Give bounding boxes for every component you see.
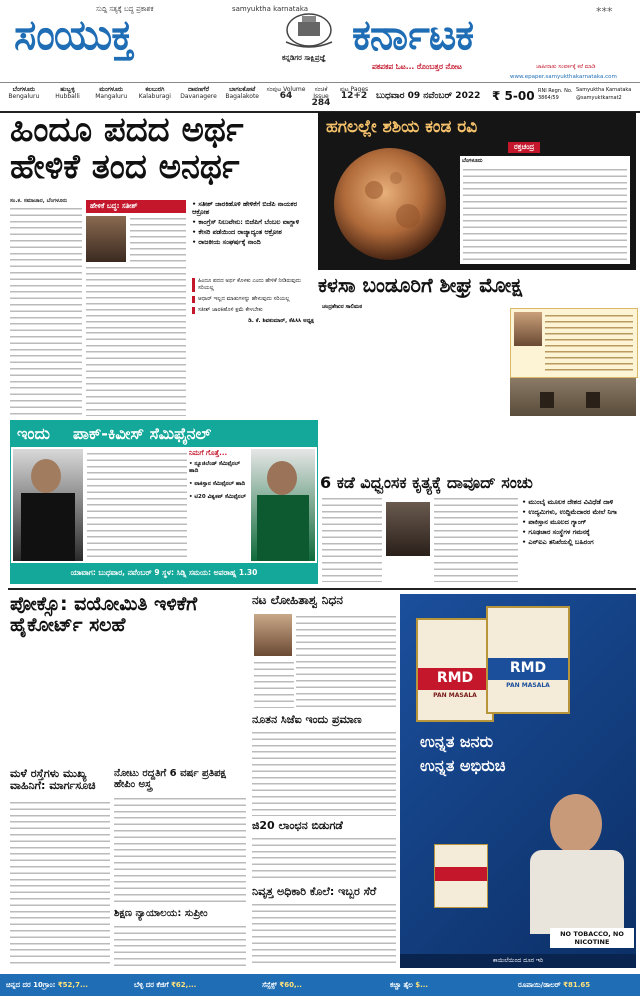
- bullet-item: • ಸತೀಶ್ ಜಾರಕಿಹೊಳಿ ಹೇಳಿಕೆಗೆ ಬಿಜೆಪಿ ನಾಯಕರ ಆಕ್ರೋಶ: [192, 200, 298, 216]
- emblem: [280, 8, 338, 54]
- lead-body-col1: [10, 198, 82, 416]
- kalasa-headline: ಕಳಸಾ ಬಂಡೂರಿಗೆ ಶೀಘ್ರ ಮೋಕ್ಷ: [318, 273, 523, 297]
- lead-body-rest: [86, 330, 186, 416]
- ticker-value: ₹62,...: [171, 981, 197, 989]
- title-left: ಸಂಯುಕ್ತ: [14, 10, 133, 59]
- pocso-headline: ಪೋಕ್ಸೊ: ವಯೋಮಿತಿ ಇಳಿಕೆಗೆ ಹೈಕೋರ್ಟ್ ಸಲಹೆ: [10, 593, 198, 636]
- dawood-body: [322, 496, 518, 582]
- obit-headline: ನಟ ಲೋಹಿತಾಶ್ವ ನಿಧನ: [252, 593, 343, 607]
- cj-headline: ನೂತನ ಸಿಜೆಐ ಇಂದು ಪ್ರಮಾಣ: [252, 713, 362, 726]
- fact-item: • ಪಾಕಿಸ್ತಾನ ಸೆಮಿಫೈನಲ್ ಹಾದಿ: [189, 481, 246, 487]
- edition-en: Mangaluru: [95, 93, 128, 100]
- facebook-link[interactable]: Samyuktha Karnataka: [576, 87, 632, 93]
- ad-footer: ಕಾಯಿಲೆಯಿಂದ ದೂರ ಇರಿ: [400, 954, 636, 968]
- dawood-bullets: [522, 498, 636, 584]
- bullet-item: • ಕೇಸರಿ ಪಡೆಯಿಂದ ರಾಜ್ಯಾದ್ಯಂತ ಆಕ್ರೋಶ: [192, 228, 282, 236]
- eclipse-headline: ಹಗಲಲ್ಲೇ ಶಶಿಯ ಕಂಡ ರವಿ: [326, 117, 478, 137]
- lead-bullets: [192, 200, 314, 274]
- ticker-item: [262, 974, 380, 996]
- bullet-item: • ಪಾಕಿಸ್ತಾನ ಮೂಲದ ಗ್ಯಾಂಗ್: [522, 518, 587, 526]
- ad-tagline-2: ಉನ್ನತ ಅಭಿರುಚಿ: [420, 756, 506, 775]
- kalasa-body: [322, 312, 506, 416]
- semifinal-body: [87, 451, 187, 559]
- dawood-headline: 6 ಕಡೆ ವಿಧ್ವಂಸಕ ಕೃತ್ಯಕ್ಕೆ ದಾವೂದ್ ಸಂಚು: [320, 473, 533, 492]
- title-right: ಕರ್ನಾಟಕ: [352, 10, 474, 59]
- facts-title: ನಿಮಗೆ ಗೊತ್ತೆ...: [189, 449, 228, 457]
- quote-4: ಡಿ. ಕೆ. ಶಿವಕುಮಾರ್, ಕೆಪಿಸಿಸಿ ಅಧ್ಯಕ್ಷ: [248, 318, 314, 324]
- ticker-value: ₹60,..: [279, 981, 302, 989]
- edition-kn: ಕಲಬುರಗಿ: [145, 86, 165, 93]
- semifinal-title: ಪಾಕ್-ಕಿವೀಸ್ ಸೆಮಿಫೈನಲ್: [73, 424, 212, 443]
- bullet-item: • ಕಾಂಗ್ರೆಸ್ ನಿಲುವೇನು: ಬಿಜೆಪಿಗೆ ಬೆಂಬಲ ವಾಗ್ದಾಳಿ: [192, 218, 300, 226]
- edition-kn: ಬೆಂಗಳೂರು: [12, 86, 36, 93]
- lohithaswa-photo: [254, 614, 292, 656]
- ad-brand-2: RMD: [509, 660, 547, 676]
- edition-item: [135, 86, 175, 108]
- ad-brand-1: RMD: [436, 670, 474, 686]
- ticker-item: [6, 974, 124, 996]
- ticker-item: [390, 974, 508, 996]
- kalasa-byline: ಚಂದ್ರಶೇಖರ ಸಾಲಿಮಠ: [322, 304, 363, 310]
- edition-en: Kalaburagi: [138, 93, 171, 100]
- social-links[interactable]: [576, 86, 638, 102]
- ad-pack-2: [486, 606, 570, 714]
- edition-item: [222, 86, 262, 108]
- notes-body: [114, 796, 246, 906]
- edition-en: Bagalakote: [225, 93, 259, 100]
- bullet-item: • ಉದ್ಯಮಿಗಳು, ಉದ್ದಿಮೆದಾರರ ಮೇಲೆ ನಿಗಾ: [522, 508, 617, 516]
- ticker-label: ಚಿನ್ನದ ದರ 10ಗ್ರಾಂ:: [6, 981, 58, 989]
- edition-en: Davanagere: [180, 93, 217, 100]
- bullet-item: • ರಾಜಕೀಯ ಸಂಘರ್ಷಕ್ಕೆ ನಾಂದಿ: [192, 238, 261, 246]
- edition-bar: [0, 74, 640, 113]
- ad-product-1: PAN MASALA: [433, 692, 477, 699]
- kalasa-dam-photo: [510, 378, 636, 416]
- quote-2: ಆಧಾರ್ ಇಲ್ಲದ ಮಾತುಗಳನ್ನು ಹೇಳುವುದು ಸರಿಯಲ್ಲ: [192, 296, 314, 303]
- semifinal-venue: ಯಾವಾಗ: ಬುಧವಾರ, ನವೆಂಬರ್ 9 ಸ್ಥಳ: ಸಿಡ್ನಿ ಸಮಯ: ಅಪರಾಹ್ನ 1.30: [11, 563, 317, 583]
- roads-body: [10, 800, 110, 968]
- notes-headline: [114, 768, 246, 790]
- ticker-label: ರೂಪಾಯಿ/ಡಾಲರ್: [518, 981, 564, 989]
- edu-headline: ಶಿಕ್ಷಣ ನ್ಯಾಯಾಲಯ: ಸುಪ್ರೀಂ: [114, 908, 208, 919]
- obit-body: [296, 614, 396, 708]
- babar-photo: [251, 449, 315, 561]
- edition-list: [4, 86, 262, 108]
- bullet-item: • ಎನ್‌ಐಎ ತನಿಖೆಯಲ್ಲಿ ಬಹಿರಂಗ: [522, 538, 594, 546]
- semifinal-section: [10, 420, 318, 584]
- ad-mini-pack: [434, 844, 488, 908]
- edition-kn: ಬಾಗಲಕೋಟೆ: [229, 86, 256, 93]
- semifinal-facts: [189, 449, 249, 561]
- notes-headline-text: ನೋಟು ರದ್ದತಿಗೆ 6 ವರ್ಷ ಪ್ರತಿಪಕ್ಷ ಹೇಪಿಂ ಅಸ್ತ್ರ: [114, 768, 226, 790]
- edu-body: [114, 924, 246, 968]
- eclipse-dateline: ಬೆಂಗಳೂರು: [462, 158, 483, 164]
- edition-item: [91, 86, 131, 108]
- rni: RNI Regn. No. 3864/59: [538, 88, 573, 101]
- pages: ಪುಟ Pages 12+2: [339, 86, 369, 101]
- fact-item: • ಟಿ20 ವಿಶ್ವಕಪ್ ಸೆಮಿಫೈನಲ್: [189, 494, 246, 500]
- brand-english: samyuktha karnataka: [232, 5, 309, 13]
- semifinal-prefix: ಇಂದು: [17, 424, 50, 443]
- ticker-value: ₹81.65: [563, 981, 591, 989]
- obit-body-2: [254, 660, 294, 708]
- cj-body: [252, 730, 396, 816]
- quote-3: ಸತೀಶ್ ಜಾರಕಿಹೊಳಿ ಕ್ಷಮೆ ಕೇಳಬೇಕು: [192, 307, 314, 314]
- ticker-label: ಕಚ್ಚಾ ತೈಲ: [390, 981, 416, 989]
- edition-item: [179, 86, 219, 108]
- volume: ಸಂಪುಟ Volume 64: [266, 86, 306, 101]
- semifinal-banner: [11, 421, 317, 447]
- tagline: ಸುದ್ದಿ ಸತ್ಯಕ್ಕೆ ಬದ್ಧ ಪ್ರಕಾಶಕ: [96, 5, 154, 13]
- edition-kn: ದಾವಣಗೆರೆ: [188, 86, 210, 93]
- price: ₹ 5-00: [492, 89, 535, 103]
- ticker-label: ಬೆಳ್ಳಿ ದರ ಕೆಜಿಗೆ: [134, 981, 172, 989]
- ad-product-2: PAN MASALA: [506, 682, 550, 689]
- ticker-value: $...: [415, 981, 429, 989]
- ad-tagline-1: ಉನ್ನತ ಜನರು: [420, 732, 494, 751]
- edition-en: Hubballi: [55, 93, 80, 100]
- facts-list: [189, 461, 249, 501]
- edition-item: [4, 86, 44, 108]
- g20-headline: ಜಿ20 ಲಾಂಛನ ಬಿಡುಗಡೆ: [252, 819, 343, 832]
- lead-sidebar: [86, 200, 186, 326]
- williamson-photo: [13, 449, 83, 561]
- g20-body: [252, 836, 396, 882]
- ticker-item: [134, 974, 252, 996]
- ticker-label: ಸೆನ್ಸೆಕ್ಸ್: [262, 981, 280, 989]
- ad-line: ಜಾಹೀರಾತು ಸಂಪರ್ಕಕ್ಕೆ ಕರೆ ಮಾಡಿ: [536, 64, 596, 70]
- roads-headline: ಮಳೆ ರಸ್ತೆಗಳು ಮುಖ್ಯ ವಾಹಿನಿಗೆ: ಮಾರ್ಗಸೂಚಿ: [10, 767, 96, 793]
- lead-headline: ಹಿಂದೂ ಪದದ ಅರ್ಥ ಹೇಳಿಕೆ ತಂದ ಅನರ್ಥ: [10, 110, 244, 188]
- ad-pack-1: [416, 618, 494, 722]
- fact-item: • ನ್ಯೂಜಿಲೆಂಡ್ ಸೆಮಿಫೈನಲ್ ಹಾದಿ: [189, 461, 240, 474]
- emblem-caption: ಕನ್ನಡಿಗರ ಸಾಕ್ಷಿಪ್ರಜ್ಞೆ: [282, 54, 326, 62]
- bullet-item: • ಗೂಢಚಾರ ಸಂಸ್ಥೆಗಳ ಗಮನಕ್ಕೆ: [522, 528, 590, 536]
- twitter-link[interactable]: @samyuktkarnat2: [576, 95, 622, 101]
- twitter-body: [252, 902, 396, 968]
- pocso-body: [10, 646, 246, 766]
- quote-1: ಹಿಂದೂ ಪದದ ಅರ್ಥ ಕೊಳಕು ಎಂದು ಹೇಳಿಕೆ ನೀಡಿರುವುದು ಸರಿಯಲ್ಲ: [192, 278, 314, 292]
- stars: ***: [596, 5, 613, 18]
- issue-number: ಸಂಚಿಕೆ Issue 284: [311, 86, 331, 108]
- edition-kn: ಹುಬ್ಬಳ್ಳಿ: [60, 86, 75, 93]
- rmd-advertisement[interactable]: [400, 594, 636, 968]
- eclipse-badge: ರಕ್ತಚಂದ್ರ: [508, 142, 540, 153]
- masthead: [0, 0, 640, 82]
- bullet-item: • ಮುಂಬೈ ಮೂಲಕ ದೇಶದ ವಿವಿಧೆಡೆ ದಾಳಿ: [522, 498, 614, 506]
- minister-photo: [514, 312, 542, 346]
- ad-no-tobacco: NO TOBACCO, NO NICOTINE: [550, 928, 634, 948]
- edition-item: [48, 86, 88, 108]
- eclipse-body: [460, 156, 630, 264]
- lead-sidebar-title: ಹೇಳಿಕೆ ಬದ್ಧ: ಸತೀಶ್: [86, 200, 186, 213]
- eclipse-moon-image: [326, 142, 454, 264]
- dawood-photo: [386, 502, 430, 556]
- website-link[interactable]: www.epaper.samyukthakarnataka.com: [510, 74, 617, 80]
- eclipse-panel: [318, 112, 636, 270]
- ad-model: [520, 794, 630, 934]
- satish-photo: [86, 216, 126, 262]
- ticker-value: ₹52,7...: [57, 981, 88, 989]
- issue-date: ಬುಧವಾರ 09 ನವೆಂಬರ್ 2022: [376, 91, 481, 101]
- market-ticker: [0, 974, 640, 996]
- lead-dateline: ಸಂ.ಕ. ಸಮಾಚಾರ, ಬೆಂಗಳೂರು: [10, 198, 68, 204]
- edition-en: Bengaluru: [8, 93, 40, 100]
- ticker-item: [518, 974, 636, 996]
- edition-kn: ಮಂಗಳೂರು: [99, 86, 124, 93]
- divider: [8, 588, 636, 590]
- twitter-headline: ನಿವೃತ್ತ ಅಧಿಕಾರಿ ಕೊಲೆ: ಇಬ್ಬರ ಸೆರೆ: [252, 885, 377, 898]
- slogan: ಪಕಪಕಪ ಓಟ... ರೊಂಬತ್ತರ ನೋಟ: [372, 62, 462, 71]
- kalasa-sidebar: [510, 308, 638, 378]
- lead-quotes: [192, 278, 314, 416]
